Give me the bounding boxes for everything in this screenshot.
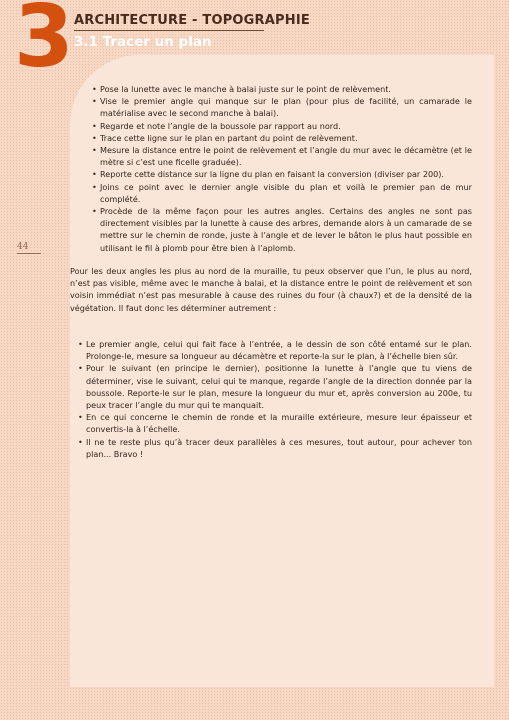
list-item: • Mesure la distance entre le point de relèvement et l’angle du mur avec le décamètre (et le mètre si c’est une ficelle graduée). bbox=[92, 144, 472, 168]
list-item: • Trace cette ligne sur le plan en partant du point de relèvement. bbox=[92, 132, 472, 144]
list-item: • Pour le suivant (en principe le dernier), positionne la lunette à l’angle que tu viens de déterminer, vise le suivant, celui qui te manque, regarde l’angle de la direction donnée par la boussole. Reporte-le sur le plan, mesure la longueur du mur et, après conversion au 200e, tu peux tracer l’angle du mur qui te manquait. bbox=[78, 362, 472, 411]
section-title: 3.1 Tracer un plan bbox=[74, 34, 212, 50]
list-item: • Joins ce point avec le dernier angle visible du plan et voilà le premier pan de mur complété. bbox=[92, 181, 472, 205]
sub-steps-list bbox=[78, 338, 472, 460]
list-item: • Il ne te reste plus qu’à tracer deux parallèles à ces mesures, tout autour, pour achever ton plan... Bravo ! bbox=[78, 436, 472, 460]
chapter-number: 3 bbox=[14, 0, 72, 87]
list-item: • Procède de la même façon pour les autres angles. Certains des angles ne sont pas directement visibles par la lunette à cause des arbres, demande alors à un camarade de se mettre sur le chemin de ronde, juste à l’angle et de lever le bâton le plus haut possible en utilisant le fil à plomb pour être bien à l’aplomb. bbox=[92, 205, 472, 254]
header-divider bbox=[74, 30, 264, 31]
body-paragraph: Pour les deux angles les plus au nord de la muraille, tu peux observer que l’un, le plus au nord, n’est pas visible, même avec le manche à balai, et la distance entre le point de relèvement et son voisin immédiat n’est pas mesurable à cause des ruines du four (à chaux?) et de la densité de la végétation. Il faut donc les déterminer autrement : bbox=[70, 266, 472, 313]
steps-list bbox=[92, 83, 472, 254]
chapter-title: ARCHITECTURE - TOPOGRAPHIE bbox=[74, 13, 310, 28]
list-item: • Regarde et note l’angle de la boussole par rapport au nord. bbox=[92, 120, 472, 132]
list-item: • Le premier angle, celui qui fait face à l’entrée, a le dessin de son côté entamé sur le plan. Prolonge-le, mesure sa longueur au décamètre et reporte-la sur le plan, à l’échelle bien sûr. bbox=[78, 338, 472, 362]
list-item: • Vise le premier angle qui manque sur le plan (pour plus de facilité, un camarade le matérialise avec le second manche à balai). bbox=[92, 95, 472, 119]
list-item: • En ce qui concerne le chemin de ronde et la muraille extérieure, mesure leur épaisseur et convertis-la à l’échelle. bbox=[78, 411, 472, 435]
page-number: 44 bbox=[17, 242, 41, 254]
list-item: • Reporte cette distance sur la ligne du plan en faisant la conversion (diviser par 200). bbox=[92, 168, 472, 180]
list-item: • Pose la lunette avec le manche à balai juste sur le point de relèvement. bbox=[92, 83, 472, 95]
